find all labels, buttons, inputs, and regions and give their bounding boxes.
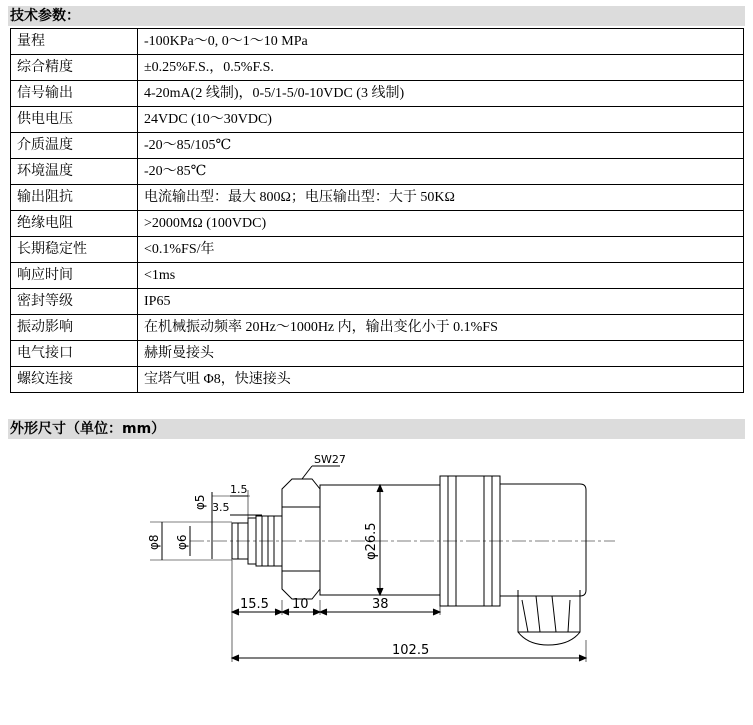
spec-value: ±0.25%F.S.，0.5%F.S. — [138, 55, 744, 81]
label-d26-5: φ26.5 — [364, 522, 379, 560]
label-38: 38 — [372, 597, 389, 612]
spec-key: 长期稳定性 — [11, 237, 138, 263]
spec-key: 输出阻抗 — [11, 185, 138, 211]
spec-key: 绝缘电阻 — [11, 211, 138, 237]
spec-key: 环境温度 — [11, 159, 138, 185]
spec-row — [11, 55, 744, 81]
spec-row — [11, 237, 744, 263]
spec-value: IP65 — [138, 289, 744, 315]
spec-value: -100KPa～0, 0～1～10 MPa — [138, 29, 744, 55]
spec-key: 供电电压 — [11, 107, 138, 133]
spec-row — [11, 107, 744, 133]
spec-row — [11, 133, 744, 159]
spec-row — [11, 185, 744, 211]
spec-key: 振动影响 — [11, 315, 138, 341]
spec-table — [10, 28, 744, 393]
spec-key: 综合精度 — [11, 55, 138, 81]
spec-key: 信号输出 — [11, 81, 138, 107]
spec-value: 电流输出型：最大 800Ω；电压输出型：大于 50KΩ — [138, 185, 744, 211]
section-title-specs: 技术参数： — [8, 6, 745, 26]
label-102-5: 102.5 — [392, 643, 430, 658]
spec-key: 电气接口 — [11, 341, 138, 367]
spec-row — [11, 315, 744, 341]
spec-value: 4-20mA(2 线制)，0-5/1-5/0-10VDC (3 线制) — [138, 81, 744, 107]
label-d6: φ6 — [175, 534, 189, 550]
label-d5: φ5 — [193, 494, 207, 510]
section-title-dimensions: 外形尺寸（单位：mm） — [8, 419, 745, 439]
spec-row — [11, 367, 744, 393]
label-10: 10 — [292, 597, 309, 612]
spec-row — [11, 263, 744, 289]
spec-row — [11, 211, 744, 237]
spec-value: -20～85℃ — [138, 159, 744, 185]
spec-key: 介质温度 — [11, 133, 138, 159]
spec-value: <1ms — [138, 263, 744, 289]
spec-value: 赫斯曼接头 — [138, 341, 744, 367]
label-d8: φ8 — [147, 534, 161, 550]
spec-row — [11, 159, 744, 185]
spec-key: 量程 — [11, 29, 138, 55]
spec-row — [11, 289, 744, 315]
dimension-drawing — [0, 440, 753, 725]
label-1-5: 1.5 — [230, 483, 248, 496]
label-3-5: 3.5 — [212, 501, 230, 514]
spec-value: -20～85/105℃ — [138, 133, 744, 159]
spec-row — [11, 341, 744, 367]
spec-value: 24VDC (10～30VDC) — [138, 107, 744, 133]
spec-value: 宝塔气咀 Φ8，快速接头 — [138, 367, 744, 393]
label-sw27: SW27 — [314, 453, 346, 466]
spec-row — [11, 29, 744, 55]
spec-value: >2000MΩ (100VDC) — [138, 211, 744, 237]
spec-value: 在机械振动频率 20Hz～1000Hz 内，输出变化小于 0.1%FS — [138, 315, 744, 341]
label-15-5: 15.5 — [240, 597, 269, 612]
spec-value: <0.1%FS/年 — [138, 237, 744, 263]
spec-key: 螺纹连接 — [11, 367, 138, 393]
spec-row — [11, 81, 744, 107]
spec-key: 响应时间 — [11, 263, 138, 289]
spec-key: 密封等级 — [11, 289, 138, 315]
